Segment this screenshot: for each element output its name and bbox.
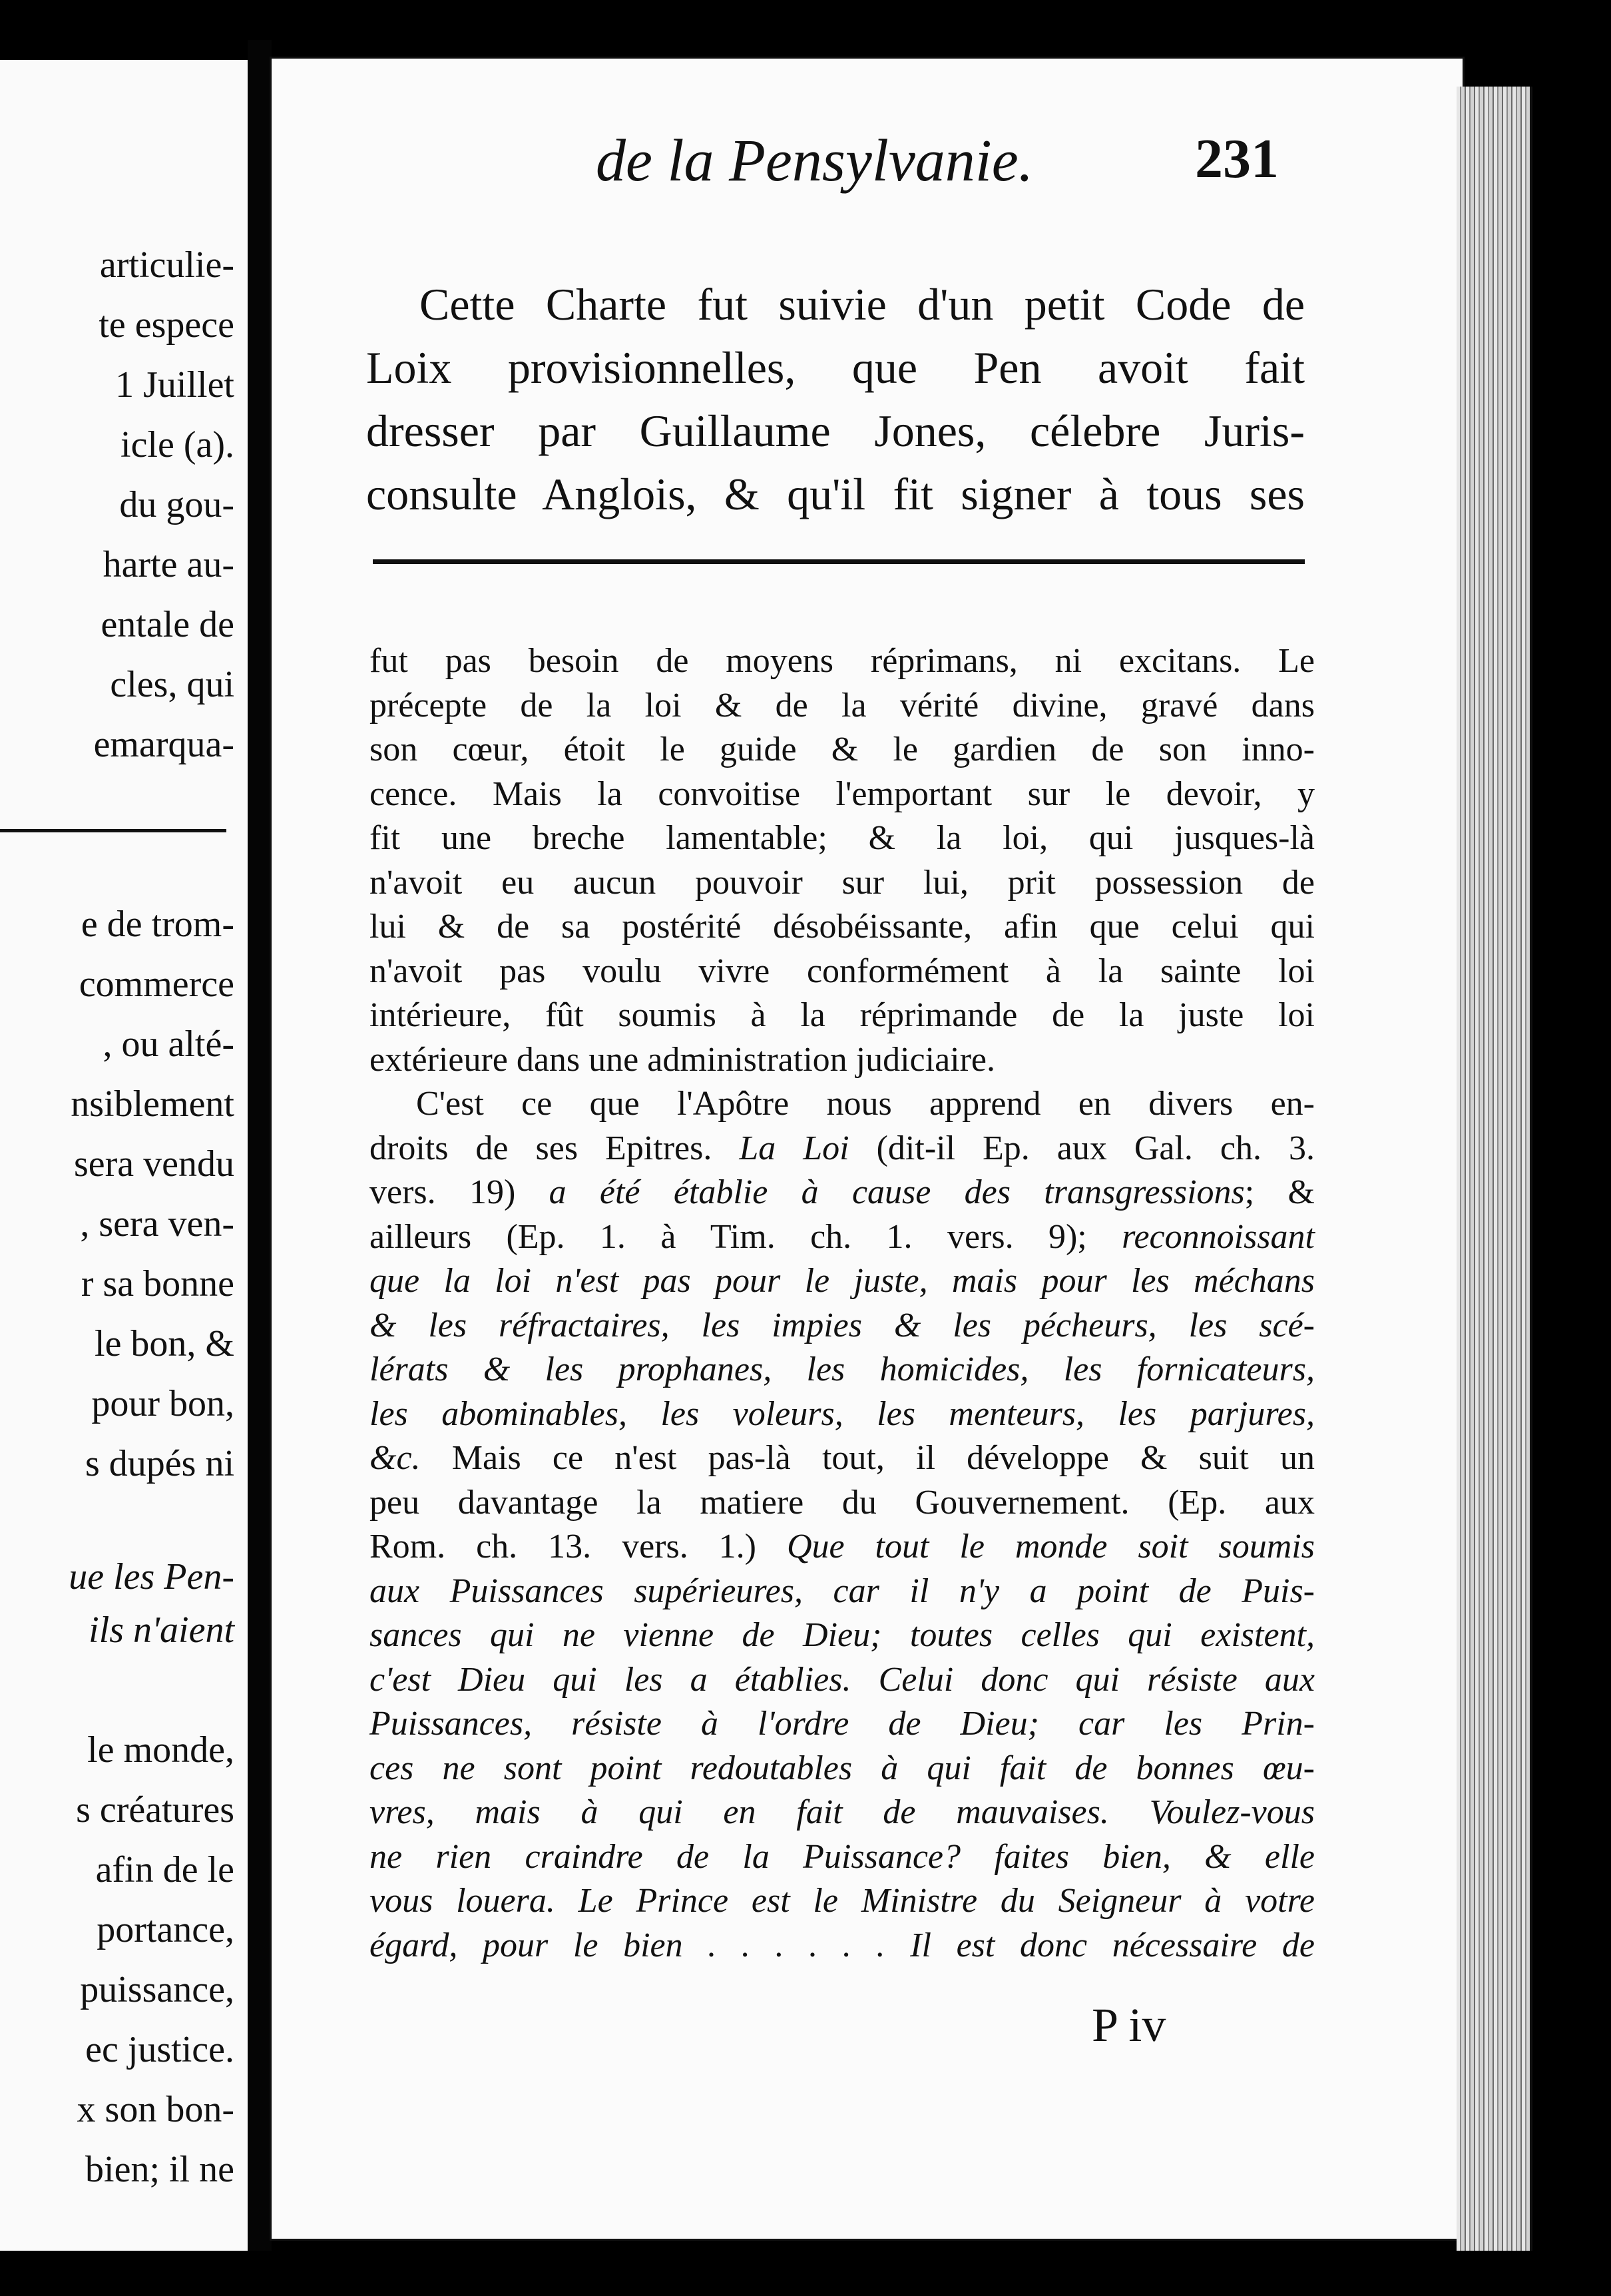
italic-text: La Loi [739,1129,849,1167]
facing-page-line: e de trom- [81,904,234,945]
facing-page-fragment [0,60,250,2251]
roman-text: droits de ses Epitres. [369,1129,740,1167]
italic-text: c'est Dieu qui les a établies. Celui donc qui résiste aux [369,1660,1315,1699]
roman-text: Rom. ch. 13. vers. 1.) [369,1528,787,1566]
footnote-line [369,1702,1315,1747]
footnote-line [369,816,1315,861]
facing-page-line: nsiblement [71,1083,234,1125]
italic-text: a été établie à cause des transgressions [549,1173,1245,1211]
footnote-line [369,861,1315,906]
page-number: 231 [1195,128,1279,190]
italic-text: vres, mais à qui en fait de mauvaises. Voulez-vous [369,1793,1315,1831]
footnote-line [369,994,1315,1038]
roman-text: précepte de la loi & de la vérité divine, gravé dans [369,686,1315,724]
footnote-line [369,1879,1315,1924]
book-gutter [248,40,272,2251]
roman-text: C'est ce que l'Apôtre nous apprend en divers en- [416,1085,1315,1123]
roman-text: fut pas besoin de moyens réprimans, ni excitans. Le [369,642,1315,680]
footnote-line [369,1392,1315,1437]
facing-page-line: r sa bonne [81,1263,234,1304]
roman-text: n'avoit pas voulu vivre conformément à la sainte loi [369,952,1315,990]
running-head [316,127,1341,200]
footnote-line [369,1613,1315,1658]
footnote-line [369,728,1315,772]
italic-text: reconnoissant [1122,1217,1315,1256]
roman-text: lui & de sa postérité désobéissante, afin que celui qui [369,908,1315,946]
italic-text: que la loi n'est pas pour le juste, mais pour les méchans [369,1262,1315,1300]
footnote-line [369,1525,1315,1570]
facing-page-line: , ou alté- [103,1023,234,1065]
footnote-line [369,1481,1315,1526]
roman-text: Mais ce n'est pas-là tout, il développe & suit un [420,1439,1315,1477]
text-line: dresser par Guillaume Jones, célebre Juris- [366,406,1305,456]
facing-page-line: pour bon, [91,1383,234,1424]
footnote-line [369,1791,1315,1835]
roman-text: intérieure, fût soumis à la réprimande de la juste loi [369,996,1315,1034]
italic-text: égard, pour le bien . . . . . . Il est donc nécessaire de [369,1926,1315,1964]
signature-mark: P iv [1092,1998,1166,2052]
footnote-line [369,639,1315,684]
italic-text: Que tout le monde soit soumis [786,1528,1315,1566]
facing-page-line: emarqua- [93,724,234,765]
facing-page-line: du gou- [119,484,234,525]
facing-page-line: puissance, [80,1969,234,2010]
italic-text: aux Puissances supérieures, car il n'y a point de Puis- [369,1572,1315,1610]
facing-page-line: bien; il ne [85,2149,234,2190]
facing-page-line: le monde, [87,1729,234,1771]
page-edges [1457,87,1532,2251]
facing-page-line: cles, qui [110,664,234,705]
footnote-line [369,1747,1315,1791]
footnote-line [369,1436,1315,1481]
footnote-line [369,1658,1315,1703]
italic-text: &c. [369,1439,421,1477]
footnote-line [369,684,1315,728]
roman-text: son cœur, étoit le guide & le gardien de son inno- [369,730,1315,768]
italic-text: & les réfractaires, les impies & les pécheurs, les scé- [369,1306,1315,1344]
text-line: Cette Charte fut suivie d'un petit Code de [419,279,1305,330]
footnote-line [369,1924,1315,1968]
facing-page-rule [0,829,226,832]
facing-page-line: s dupés ni [85,1443,234,1484]
facing-page-line: afin de le [95,1849,234,1890]
facing-page-line: sera vendu [73,1143,234,1185]
footnote-line [369,1127,1315,1171]
facing-page-line: x son bon- [77,2089,234,2130]
facing-page-line: ils n'aient [89,1609,234,1651]
italic-text: les abominables, les voleurs, les menteurs, les parjures, [369,1394,1315,1433]
footnote-line [369,1835,1315,1880]
footnote-line [369,1038,1315,1083]
facing-page-line: s créatures [76,1789,234,1831]
facing-page-line: harte au- [103,544,234,585]
facing-page-line: commerce [79,964,234,1005]
roman-text: cence. Mais la convoitise l'emportant sur le devoir, y [369,774,1315,813]
roman-text: ailleurs (Ep. 1. à Tim. ch. 1. vers. 9); [369,1217,1122,1256]
text-line: consulte Anglois, & qu'il fit signer à tous ses [366,469,1305,519]
footnote-line [369,905,1315,950]
footnote-line [369,1215,1315,1260]
footnote-separator-rule [373,559,1305,564]
footnote-line [369,772,1315,817]
facing-page-line: , sera ven- [80,1203,234,1245]
italic-text: sances qui ne vienne de Dieu; toutes celles qui existent, [369,1616,1315,1654]
italic-text: lérats & les prophanes, les homicides, les fornicateurs, [369,1350,1315,1388]
footnote-text [369,639,1315,1968]
footnote-line [369,1259,1315,1304]
roman-text: (dit-il Ep. aux Gal. ch. 3. [849,1129,1315,1167]
running-head-title: de la Pensylvanie. [596,128,1034,194]
facing-page-line: ue les Pen- [69,1556,234,1597]
text-line: Loix provisionnelles, que Pen avoit fait [366,342,1305,393]
roman-text: extérieure dans une administration judiciaire. [369,1040,995,1079]
italic-text: ces ne sont point redoutables à qui fait de bonnes œu- [369,1749,1315,1787]
italic-text: ne rien craindre de la Puissance? faites bien, & elle [369,1837,1315,1876]
charter-paragraph [366,273,1305,526]
facing-page-line: portance, [97,1909,234,1950]
facing-page-line: ec justice. [85,2029,234,2070]
footnote-line [369,1348,1315,1392]
roman-text: fit une breche lamentable; & la loi, qui jusques-là [369,819,1315,857]
footnote-line [369,1304,1315,1348]
facing-page-line: te espece [99,304,234,346]
footnote-line [369,1570,1315,1614]
facing-page-line: entale de [101,604,234,645]
facing-page-line: le bon, & [95,1323,234,1364]
roman-text: ; & [1244,1173,1315,1211]
roman-text: peu davantage la matiere du Gouvernement. (Ep. aux [369,1483,1315,1522]
footnote-line [369,950,1315,994]
roman-text: vers. 19) [369,1173,549,1211]
facing-page-line: articulie- [99,244,234,286]
italic-text: Puissances, résiste à l'ordre de Dieu; car les Prin- [369,1705,1315,1743]
facing-page-line: 1 Juillet [115,364,234,406]
footnote-line [369,1082,1315,1127]
facing-page-line: icle (a). [120,424,234,465]
italic-text: vous louera. Le Prince est le Ministre du Seigneur à votre [369,1882,1315,1920]
footnote-line [369,1171,1315,1215]
roman-text: n'avoit eu aucun pouvoir sur lui, prit possession de [369,863,1315,902]
